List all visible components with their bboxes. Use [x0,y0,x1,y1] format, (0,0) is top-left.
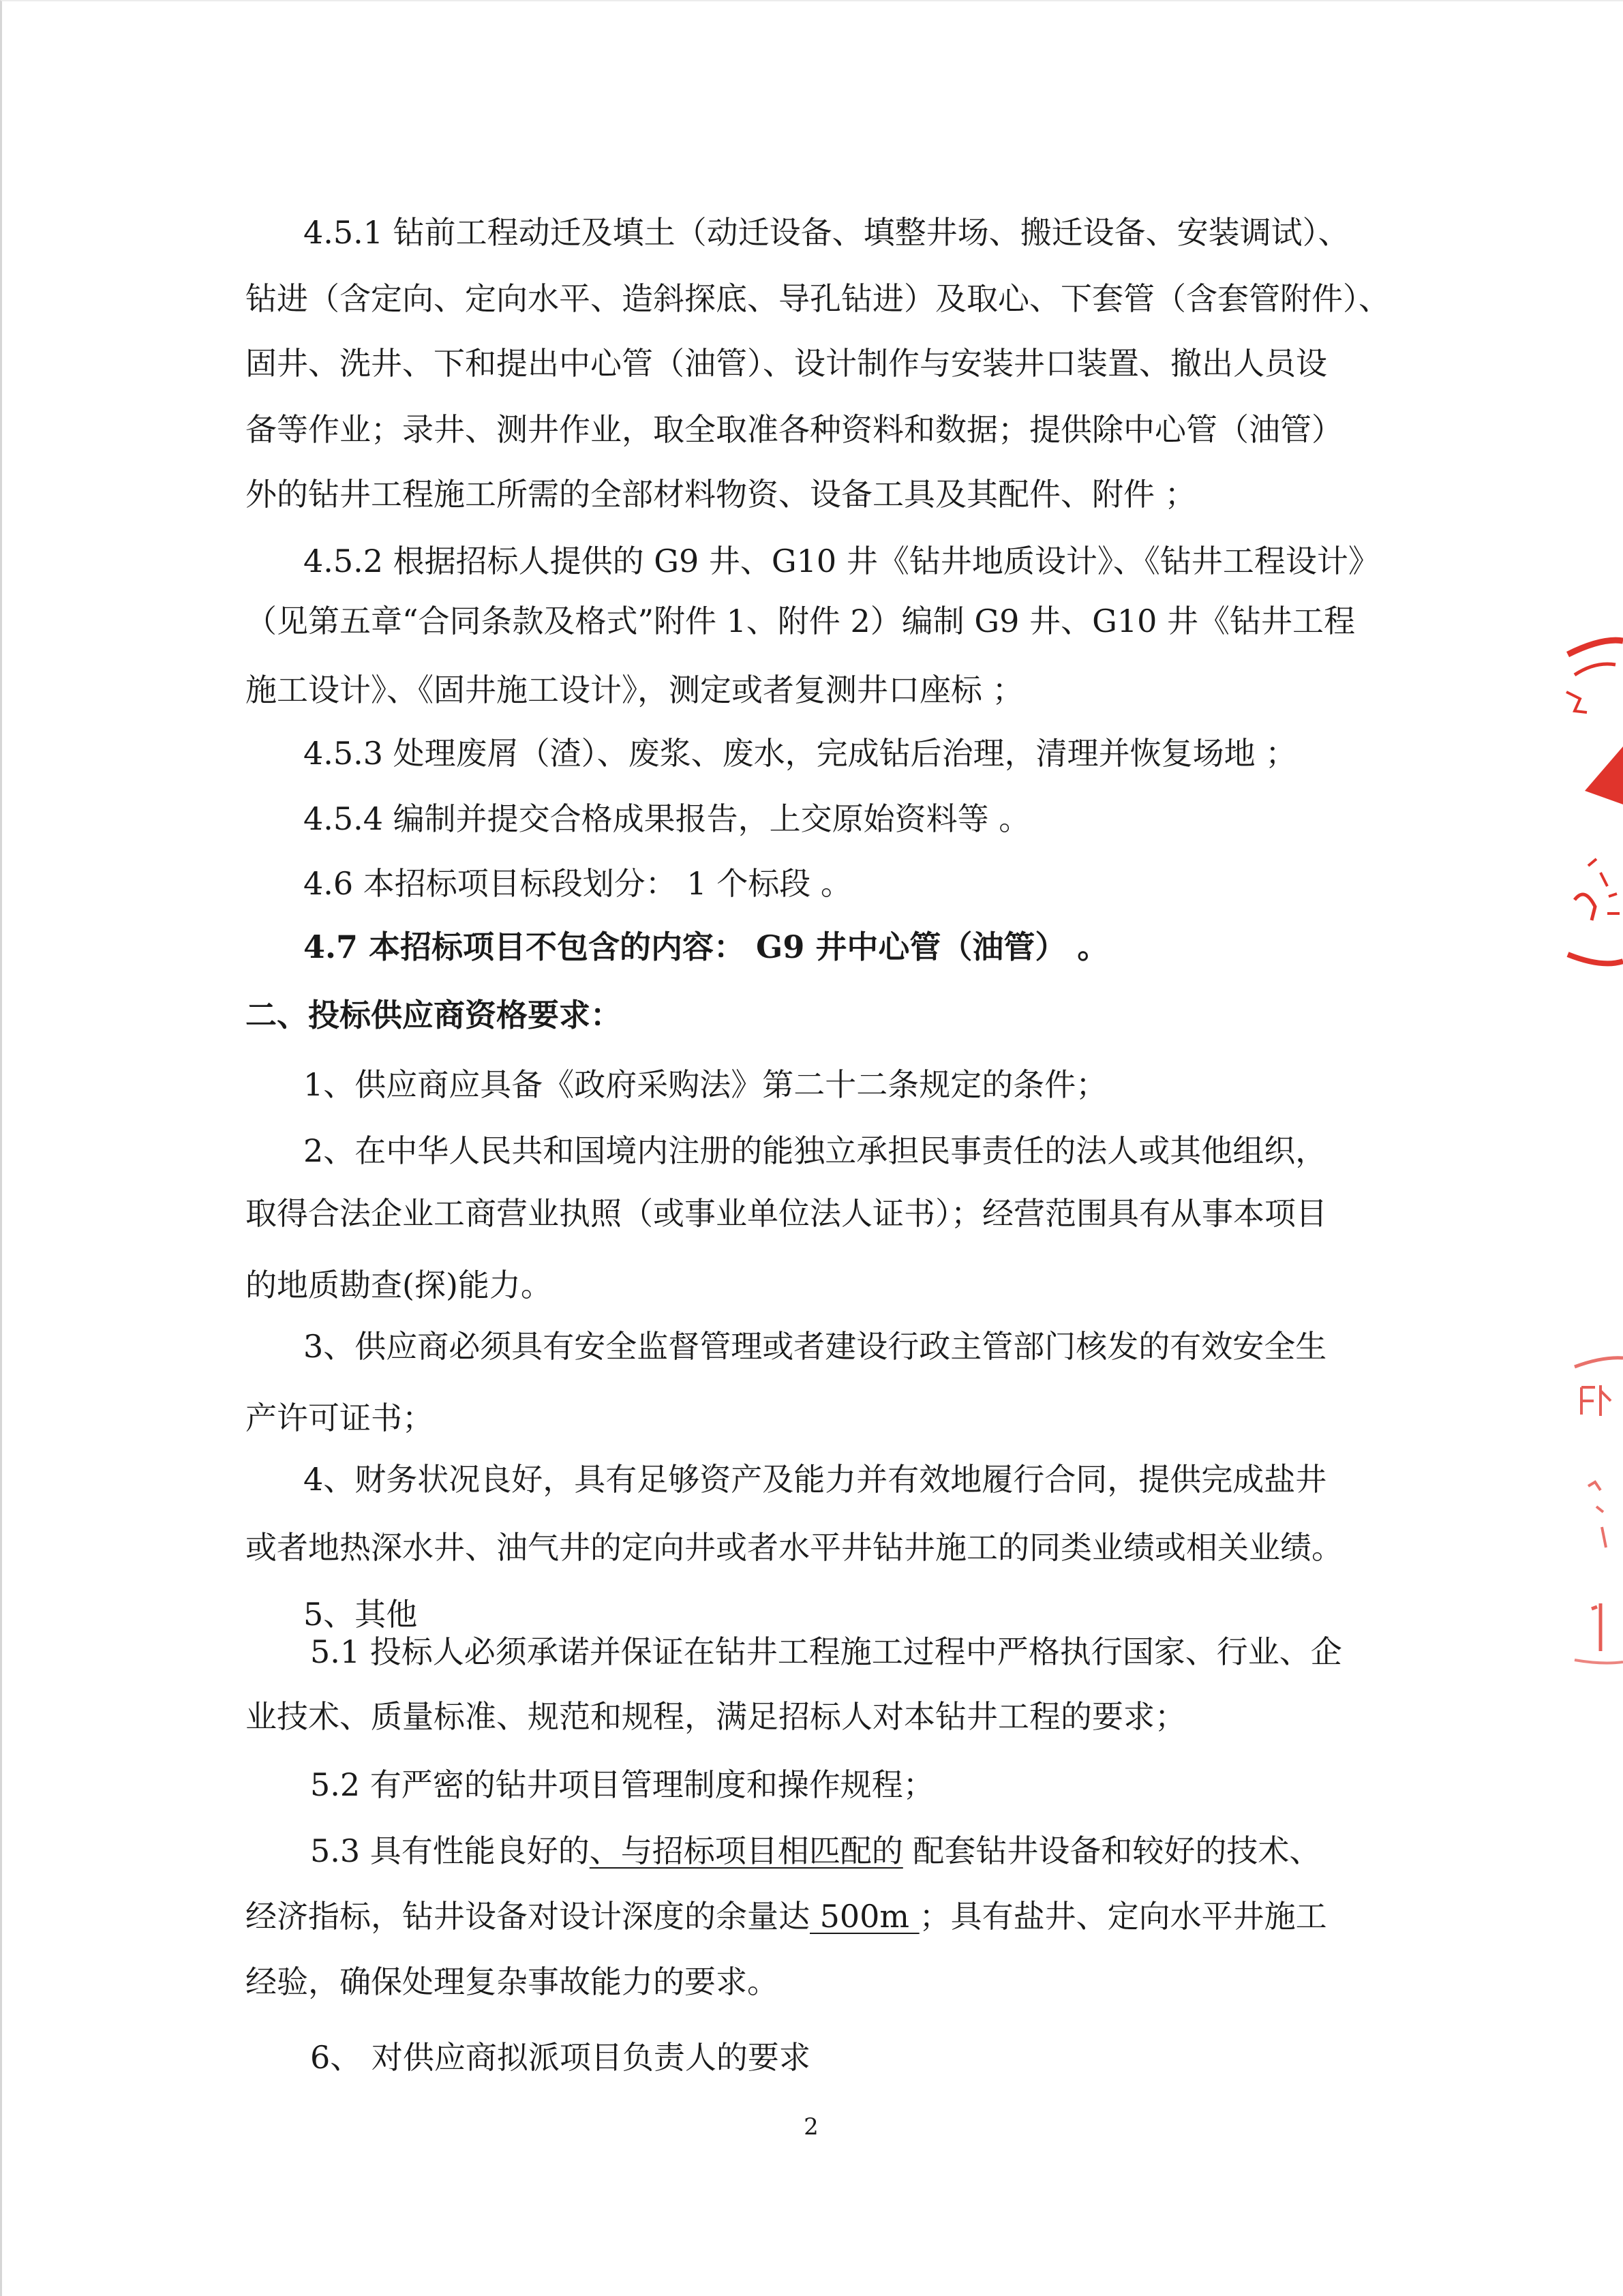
seal-stamp-bottom [1561,1350,1623,1670]
requirement-1: 1、供应商应具备《政府采购法》第二十二条规定的条件； [303,1066,1108,1103]
clause-4-6: 4.6 本招标项目标段划分： 1 个标段 。 [303,865,852,902]
clause-4-7: 4.7 本招标项目不包含的内容： G9 井中心管（油管） 。 [303,928,1109,965]
text-span: 配套钻井设备和较好的技术、 [902,1832,1321,1869]
text-line: 产许可证书； [245,1400,434,1436]
clause-5-2: 5.2 有严密的钻井项目管理制度和操作规程； [310,1766,935,1803]
seal-stamp-top [1547,627,1623,982]
requirement-4: 4、财务状况良好，具有足够资产及能力并有效地履行合同，提供完成盐井 [303,1461,1327,1498]
text-span: ；具有盐井、定向水平井施工 [919,1898,1327,1935]
text-line: 的地质勘查(探)能力。 [245,1267,552,1303]
clause-5-1: 5.1 投标人必须承诺并保证在钻井工程施工过程中严格执行国家、行业、企 [310,1633,1342,1670]
section-heading: 二、投标供应商资格要求： [245,997,622,1033]
text-line: 经验，确保处理复杂事故能力的要求。 [245,1963,778,2000]
text-line: （见第五章“合同条款及格式”附件 1、附件 2）编制 G9 井、G10 井《钻井工程 [245,603,1355,639]
requirement-2: 2、在中华人民共和国境内注册的能独立承担民事责任的法人或其他组织， [303,1132,1327,1169]
text-line: 备等作业；录井、测井作业，取全取准各种资料和数据；提供除中心管（油管） [245,411,1343,448]
text-line: 施工设计》、《固井施工设计》，测定或者复测井口座标 ； [245,671,1024,708]
clause-4-5-3: 4.5.3 处理废屑（渣）、废浆、废水，完成钻后治理，清理并恢复场地 ； [303,735,1297,772]
clause-4-5-4: 4.5.4 编制并提交合格成果报告，上交原始资料等 。 [303,800,1031,837]
text-line: 固井、洗井、下和提出中心管（油管）、设计制作与安装井口装置、撤出人员设 [245,345,1327,382]
requirement-3: 3、供应商必须具有安全监督管理或者建设行政主管部门核发的有效安全生 [303,1328,1327,1365]
text-span: 经济指标，钻井设备对设计深度的余量达 [245,1898,810,1935]
requirement-6: 6、 对供应商拟派项目负责人的要求 [310,2039,810,2076]
text-line: 外的钻井工程施工所需的全部材料物资、设备工具及其配件、附件 ； [245,476,1196,513]
text-line: 或者地热深水井、油气井的定向井或者水平井钻井施工的同类业绩或相关业绩。 [245,1529,1343,1566]
text-line: 取得合法企业工商营业执照（或事业单位法人证书）；经营范围具有从事本项目 [245,1195,1327,1232]
text-span: 5.3 具有性能良好的 [310,1832,590,1869]
text-line [245,1896,1370,1937]
text-line: 钻进（含定向、定向水平、造斜探底、导孔钻进）及取心、下套管（含套管附件）、 [245,280,1390,317]
requirement-5: 5、其他 [303,1596,418,1633]
underlined-value: 500m [810,1898,920,1935]
clause-4-5-2: 4.5.2 根据招标人提供的 G9 井、G10 井《钻井地质设计》、《钻井工程设计》 [303,543,1380,579]
underlined-text: 、与招标项目相匹配的 [589,1832,903,1869]
clause-5-3 [310,1830,1435,1871]
page-number: 2 [804,2113,819,2141]
text-line: 业技术、质量标准、规范和规程，满足招标人对本钻井工程的要求； [245,1698,1186,1735]
clause-4-5-1: 4.5.1 钻前工程动迁及填土（动迁设备、填整井场、搬迁设备、安装调试）、 [303,214,1350,251]
